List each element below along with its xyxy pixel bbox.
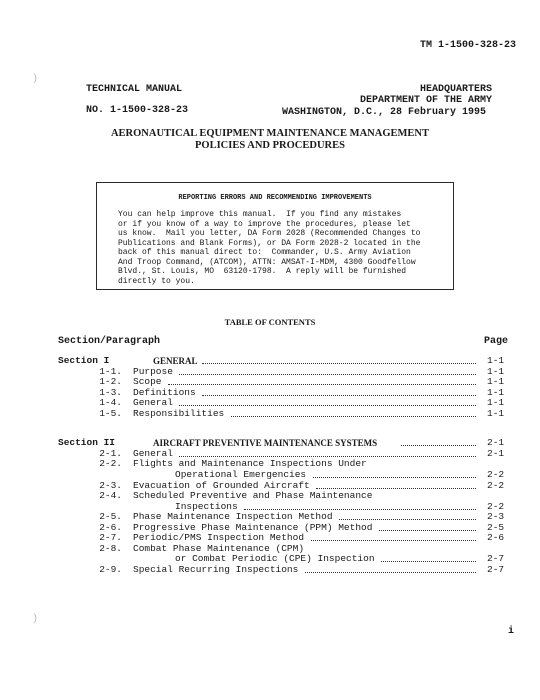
toc-page-number: 2-5 [487,521,505,533]
toc-page-number: 2-6 [487,532,505,543]
toc-section-label: Section II [58,437,116,448]
reporting-errors-heading: REPORTING ERRORS AND RECOMMENDING IMPROVEMENTS [178,194,372,202]
toc-entry[interactable] [0,554,540,565]
toc-section-title: AIRCRAFT PREVENTIVE MAINTENANCE SYSTEMS [153,438,378,448]
toc-entry-title: Combat Phase Maintenance (CPM) [133,542,305,554]
toc-dot-leader [311,533,476,541]
toc-dot-leader [305,565,476,573]
toc-page-number: 1-1 [487,407,505,419]
toc-entry-title: Responsibilities [133,407,225,419]
toc-paragraph-number: 2-1. [99,447,122,459]
toc-entry-title: Scope [133,376,162,387]
toc-entry-title: Special Recurring Inspections [133,563,299,575]
document-id-header: TM 1-1500-328-23 [419,40,516,51]
toc-paragraph-number: 2-7. [99,532,122,543]
toc-entry[interactable] [0,398,540,409]
toc-paragraph-number: 2-8. [99,542,122,554]
toc-entry-title: Flights and Maintenance Inspections Under [133,458,367,469]
toc-paragraph-number: 1-5. [99,407,122,419]
toc-dot-leader [379,523,476,531]
toc-entry-title: Evacuation of Grounded Aircraft [133,479,310,491]
toc-dot-leader [179,367,476,375]
toc-entry-title: Definitions [133,386,196,398]
toc-entry-title: or Combat Periodic (CPE) Inspection [175,553,375,564]
toc-page-number: 1-1 [487,355,505,366]
toc-entry-title: Progressive Phase Maintenance (PPM) Method [133,521,373,533]
toc-dot-leader [339,512,476,520]
toc-page-number: 2-2 [487,469,505,480]
toc-dot-leader [316,481,476,489]
toc-column-header-page: Page [484,336,509,347]
toc-dot-leader [381,554,476,562]
toc-paragraph-number: 1-3. [99,386,122,398]
toc-entry[interactable] [0,377,540,388]
manual-number: NO. 1-1500-328-23 [86,105,189,116]
toc-entry[interactable] [0,438,540,449]
toc-page-number: 1-1 [487,386,505,398]
toc-section-title: GENERAL [153,356,198,366]
toc-entry[interactable] [0,533,540,544]
toc-page-number: 1-1 [487,366,505,377]
toc-entry-title: Periodic/PMS Inspection Method [133,532,305,543]
toc-page-number: 2-1 [487,437,505,448]
toc-entry-title: Phase Maintenance Inspection Method [133,511,333,522]
hq-line: HEADQUARTERS [419,84,492,95]
toc-paragraph-number: 1-1. [99,366,122,377]
toc-entry-title: General [133,397,173,408]
toc-dot-leader [179,398,476,406]
toc-paragraph-number: 2-6. [99,521,122,533]
toc-paragraph-number: 2-4. [99,490,122,501]
document-title [0,128,540,152]
reporting-errors-box [96,182,454,290]
toc-entry[interactable] [0,356,540,367]
toc-dot-leader [231,409,476,417]
department-line: DEPARTMENT OF THE ARMY [359,95,492,106]
toc-entry[interactable] [0,459,540,470]
toc-entry[interactable] [0,565,540,576]
toc-column-header-section: Section/Paragraph [58,336,161,347]
toc-page-number: 2-2 [487,479,505,491]
binding-mark: ) [32,614,39,625]
toc-entry[interactable] [0,470,540,481]
toc-paragraph-number: 2-2. [99,458,122,469]
toc-entry[interactable] [0,388,540,399]
toc-page-number: 2-7 [487,563,505,575]
toc-page-number: 2-2 [487,500,505,512]
toc-entry[interactable] [0,409,540,420]
toc-dot-leader [202,356,476,364]
toc-page-number: 2-7 [487,553,505,564]
title-line-2: POLICIES AND PROCEDURES [195,140,345,151]
toc-entry[interactable] [0,367,540,378]
toc-paragraph-number: 2-3. [99,479,122,491]
toc-dot-leader [179,449,476,457]
toc-page-number: 1-1 [487,397,505,408]
toc-dot-leader [401,438,476,446]
binding-mark: ) [32,74,39,85]
toc-section-label: Section I [58,355,110,366]
toc-entry-title: Operational Emergencies [175,469,307,480]
toc-dot-leader [313,470,476,478]
toc-dot-leader [168,377,476,385]
toc-entry-title: Purpose [133,366,173,377]
toc-dot-leader [244,502,476,510]
toc-entry[interactable] [0,491,540,502]
issuing-authority-block [282,84,492,118]
toc-paragraph-number: 2-9. [99,563,122,575]
title-line-1: AERONAUTICAL EQUIPMENT MAINTENANCE MANAGEMENT [110,128,430,139]
toc-entry-title: Scheduled Preventive and Phase Maintenance [133,490,373,501]
toc-page-number: 1-1 [487,376,505,387]
toc-entry-title: Inspections [175,500,238,512]
reporting-errors-body: You can help improve this manual. If you find any mistakes or if you know of a way to improve the procedures, please let us know. Mail you letter, DA Form 2028 (Recommended Changes to Publications and Blank Forms), or DA Form 2028-2 located in the back of this manual direct to: Commander, U.S. Army Aviation And Troop Command, (ATCOM), ATTN: AMSAT-I-MDM, 4300 Goodfellow Blvd., St. Louis, MO 63120-1798. A reply will be furnished directly to you. [118,210,421,286]
toc-paragraph-number: 1-2. [99,376,122,387]
toc-title: TABLE OF CONTENTS [224,317,316,327]
toc-page-number: 2-1 [487,447,505,459]
manual-type-label: TECHNICAL MANUAL [86,84,183,95]
toc-page-number: 2-3 [487,511,505,522]
toc-paragraph-number: 2-5. [99,511,122,522]
page-number: i [508,626,515,637]
location-date-line: WASHINGTON, D.C., 28 February 1995 [282,107,487,118]
toc-dot-leader [202,388,476,396]
toc-paragraph-number: 1-4. [99,397,122,408]
toc-entry[interactable] [0,512,540,523]
toc-entry-title: General [133,447,173,459]
